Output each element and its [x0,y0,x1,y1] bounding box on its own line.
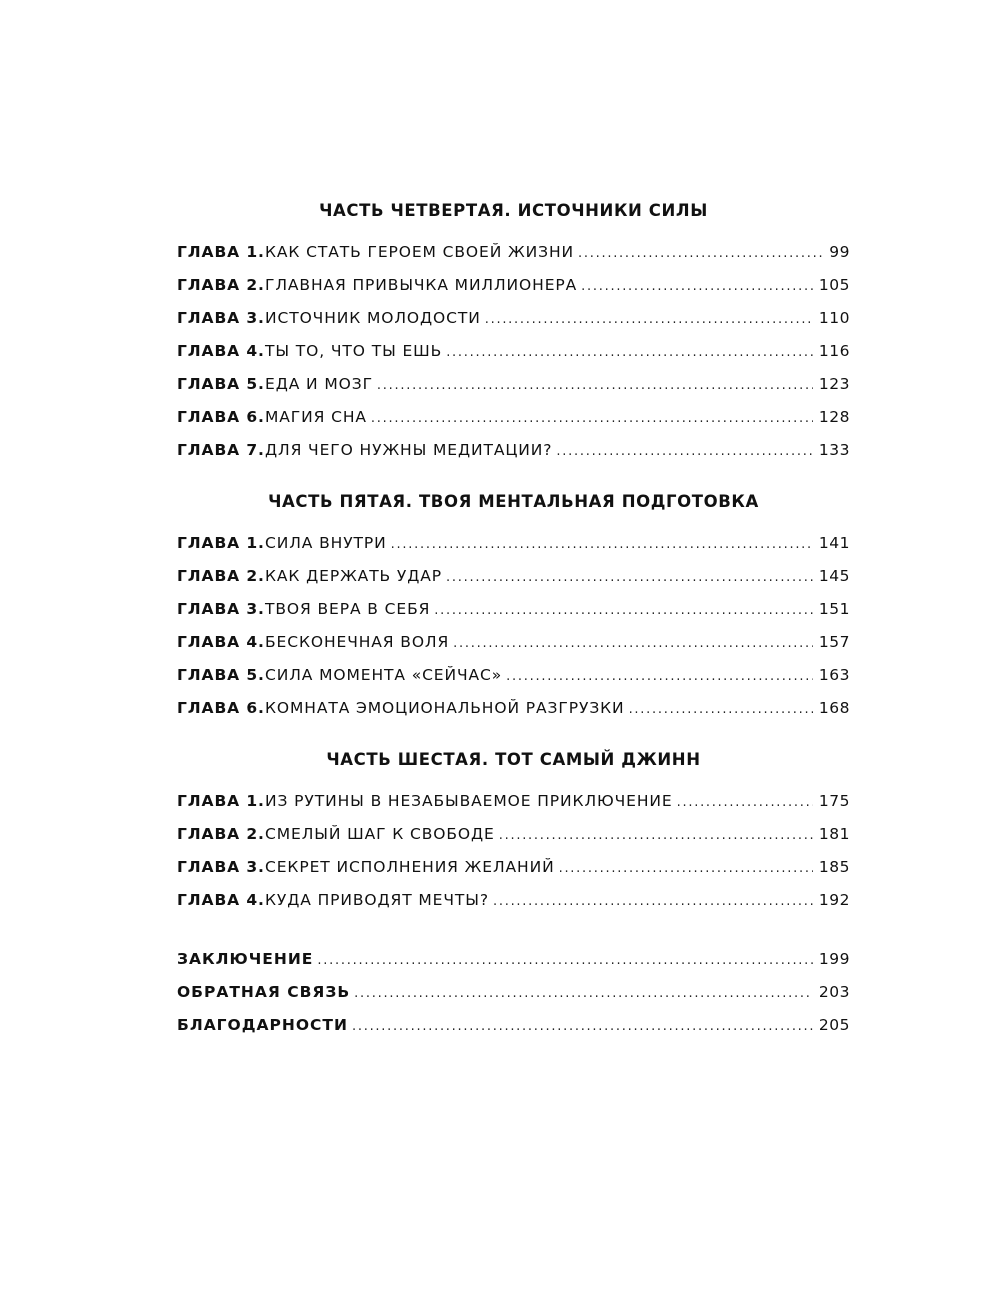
dot-leader [317,944,813,977]
page-number: 181 [818,825,850,843]
chapter-title: КУДА ПРИВОДЯТ МЕЧТЫ? [265,891,489,909]
page-number: 163 [818,666,850,684]
page-number: 199 [818,950,850,968]
dot-leader [446,561,813,594]
toc-entry[interactable] [177,401,850,434]
table-of-contents [177,198,850,1042]
chapter-title: КАК СТАТЬ ГЕРОЕМ СВОЕЙ ЖИЗНИ [265,243,574,261]
toc-entry[interactable] [177,269,850,302]
dot-leader [493,885,813,918]
dot-leader [499,819,813,852]
dot-leader [377,369,813,402]
dot-leader [485,303,813,336]
section-title: ОБРАТНАЯ СВЯЗЬ [177,983,351,1001]
dot-leader [581,270,813,303]
chapter-label: ГЛАВА 5. [177,666,265,684]
page-number: 99 [829,243,850,261]
part-five [177,489,850,725]
page-number: 145 [818,567,850,585]
chapter-title: ЕДА И МОЗГ [265,375,373,393]
page-number: 192 [818,891,850,909]
toc-entry[interactable] [177,593,850,626]
dot-leader [556,435,812,468]
page-number: 205 [818,1016,850,1034]
toc-entry[interactable] [177,692,850,725]
chapter-title: СИЛА ВНУТРИ [265,534,387,552]
page-number: 141 [818,534,850,552]
dot-leader [434,594,813,627]
page-number: 157 [818,633,850,651]
chapter-title: КОМНАТА ЭМОЦИОНАЛЬНОЙ РАЗГРУЗКИ [265,699,625,717]
dot-leader [354,977,813,1010]
toc-entry[interactable] [177,884,850,917]
chapter-title: КАК ДЕРЖАТЬ УДАР [265,567,443,585]
chapter-label: ГЛАВА 1. [177,534,265,552]
toc-entry[interactable] [177,236,850,269]
dot-leader [371,402,813,435]
chapter-label: ГЛАВА 7. [177,441,265,459]
chapter-title: ГЛАВНАЯ ПРИВЫЧКА МИЛЛИОНЕРА [265,276,578,294]
chapter-title: БЕСКОНЕЧНАЯ ВОЛЯ [265,633,450,651]
toc-entry[interactable] [177,302,850,335]
chapter-label: ГЛАВА 5. [177,375,265,393]
toc-entry[interactable] [177,626,850,659]
part-six [177,747,850,917]
page-number: 185 [818,858,850,876]
toc-entry-feedback[interactable] [177,976,850,1009]
chapter-label: ГЛАВА 6. [177,699,265,717]
page-number: 175 [818,792,850,810]
part-title: ЧАСТЬ ПЯТАЯ. ТВОЯ МЕНТАЛЬНАЯ ПОДГОТОВКА [268,492,759,511]
toc-entry-acknowledgements[interactable] [177,1009,850,1042]
chapter-label: ГЛАВА 6. [177,408,265,426]
chapter-label: ГЛАВА 4. [177,342,265,360]
dot-leader [629,693,813,726]
chapter-title: ТЫ ТО, ЧТО ТЫ ЕШЬ [265,342,443,360]
dot-leader [391,528,813,561]
dot-leader [352,1010,813,1043]
chapter-title: ИЗ РУТИНЫ В НЕЗАБЫВАЕМОЕ ПРИКЛЮЧЕНИЕ [265,792,673,810]
dot-leader [446,336,813,369]
chapter-label: ГЛАВА 2. [177,825,265,843]
page-number: 168 [818,699,850,717]
toc-entry[interactable] [177,851,850,884]
end-sections [177,943,850,1042]
dot-leader [559,852,813,885]
toc-entry[interactable] [177,560,850,593]
chapter-label: ГЛАВА 2. [177,276,265,294]
toc-entry-conclusion[interactable] [177,943,850,976]
page-number: 110 [818,309,850,327]
chapter-label: ГЛАВА 1. [177,792,265,810]
chapter-title: СМЕЛЫЙ ШАГ К СВОБОДЕ [265,825,495,843]
toc-entry[interactable] [177,659,850,692]
chapter-title: ИСТОЧНИК МОЛОДОСТИ [265,309,481,327]
chapter-title: СИЛА МОМЕНТА «СЕЙЧАС» [265,666,503,684]
toc-entry[interactable] [177,434,850,467]
chapter-label: ГЛАВА 3. [177,858,265,876]
dot-leader [506,660,813,693]
toc-entry[interactable] [177,368,850,401]
section-title: БЛАГОДАРНОСТИ [177,1016,348,1034]
page-number: 203 [818,983,850,1001]
page-number: 123 [818,375,850,393]
page-number: 128 [818,408,850,426]
chapter-title: СЕКРЕТ ИСПОЛНЕНИЯ ЖЕЛАНИЙ [265,858,555,876]
page-number: 151 [818,600,850,618]
chapter-label: ГЛАВА 4. [177,633,265,651]
dot-leader [453,627,813,660]
part-title: ЧАСТЬ ШЕСТАЯ. ТОТ САМЫЙ ДЖИНН [326,750,701,769]
page-number: 133 [818,441,850,459]
toc-entry[interactable] [177,335,850,368]
section-title: ЗАКЛЮЧЕНИЕ [177,950,314,968]
chapter-title: ДЛЯ ЧЕГО НУЖНЫ МЕДИТАЦИИ? [265,441,553,459]
chapter-label: ГЛАВА 3. [177,600,265,618]
chapter-title: ТВОЯ ВЕРА В СЕБЯ [265,600,431,618]
chapter-label: ГЛАВА 1. [177,243,265,261]
part-four [177,198,850,467]
page-number: 116 [818,342,850,360]
toc-entry[interactable] [177,527,850,560]
part-title: ЧАСТЬ ЧЕТВЕРТАЯ. ИСТОЧНИКИ СИЛЫ [319,201,708,220]
toc-entry[interactable] [177,785,850,818]
toc-entry[interactable] [177,818,850,851]
dot-leader [578,237,823,270]
chapter-label: ГЛАВА 2. [177,567,265,585]
dot-leader [677,786,813,819]
chapter-title: МАГИЯ СНА [265,408,367,426]
page-number: 105 [818,276,850,294]
chapter-label: ГЛАВА 4. [177,891,265,909]
chapter-label: ГЛАВА 3. [177,309,265,327]
